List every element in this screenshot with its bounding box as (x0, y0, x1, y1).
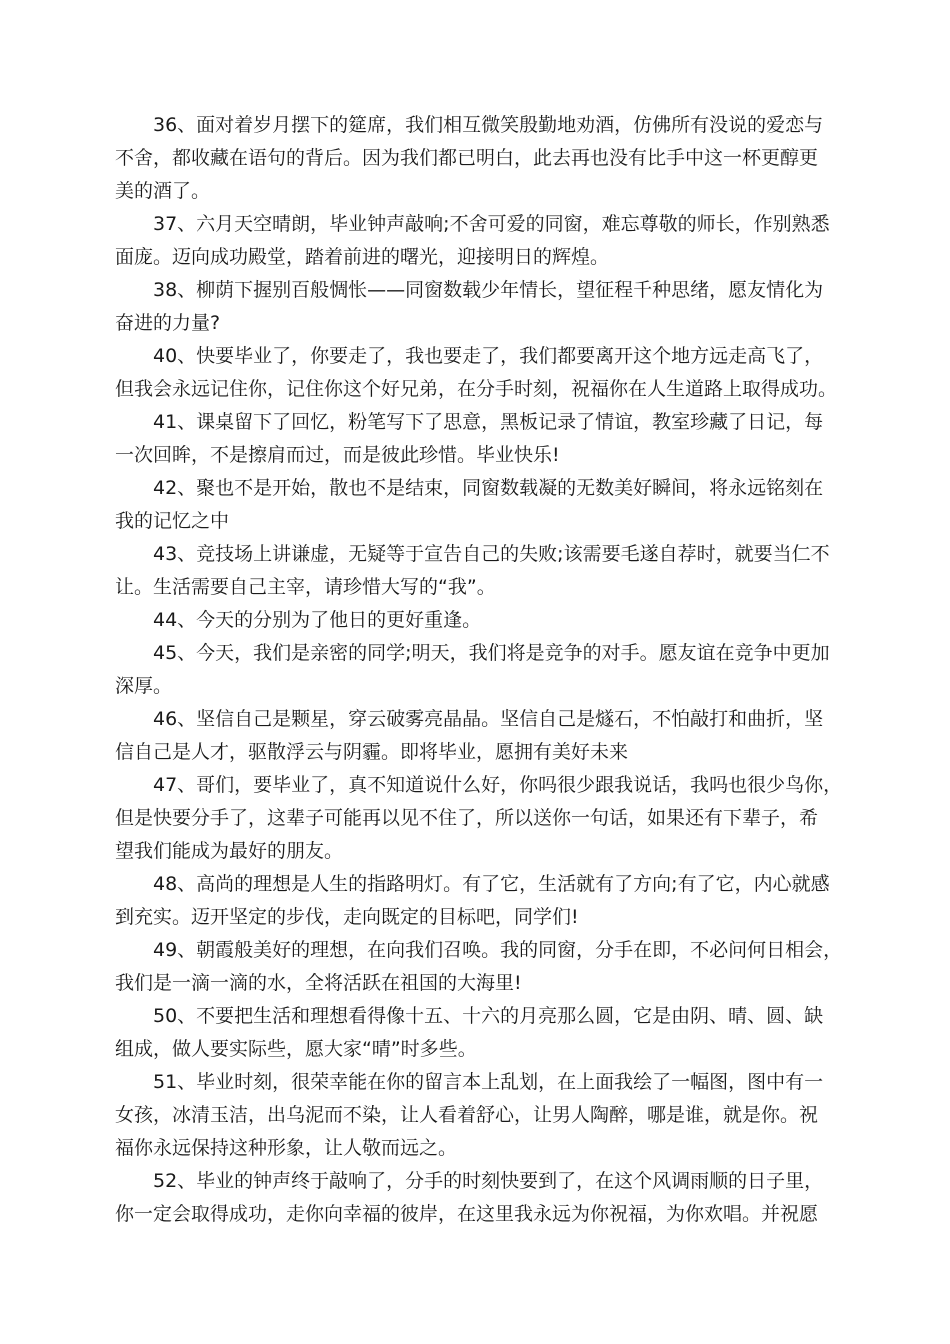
paragraph-line: 信自己是人才，驱散浮云与阴霾。即将毕业，愿拥有美好未来 (115, 741, 629, 763)
paragraph-line: 你一定会取得成功，走你向幸福的彼岸，在这里我永远为你祝福，为你欢唱。并祝愿 (115, 1203, 819, 1225)
paragraph-line: 52、毕业的钟声终于敲响了，分手的时刻快要到了，在这个风调雨顺的日子里， (153, 1170, 824, 1192)
paragraph (115, 703, 837, 769)
paragraph (115, 274, 837, 340)
paragraph-line: 不舍，都收藏在语句的背后。因为我们都已明白，此去再也没有比手中这一杯更醇更 (115, 147, 819, 169)
paragraph-line: 37、六月天空晴朗，毕业钟声敲响;不舍可爱的同窗，难忘尊敬的师长，作别熟悉 (153, 213, 830, 235)
paragraph (115, 472, 837, 538)
paragraph (115, 538, 837, 604)
paragraph-line: 48、高尚的理想是人生的指路明灯。有了它，生活就有了方向;有了它，内心就感 (153, 873, 830, 895)
paragraph-line: 45、今天，我们是亲密的同学;明天，我们将是竞争的对手。愿友谊在竞争中更加 (153, 642, 830, 664)
paragraph-line: 41、课桌留下了回忆，粉笔写下了思意，黑板记录了情谊，教室珍藏了日记，每 (153, 411, 824, 433)
paragraph-line: 但我会永远记住你，记住你这个好兄弟，在分手时刻，祝福你在人生道路上取得成功。 (115, 378, 838, 400)
paragraph (115, 604, 837, 637)
paragraph (115, 934, 843, 1000)
paragraph-line: 女孩，冰清玉洁，出乌泥而不染，让人看着舒心，让男人陶醉，哪是谁，就是你。祝 (115, 1104, 819, 1126)
paragraph-line: 到充实。迈开坚定的步伐，走向既定的目标吧，同学们! (115, 906, 579, 928)
paragraph-line: 36、面对着岁月摆下的筵席，我们相互微笑殷勤地劝酒，仿佛所有没说的爱恋与 (153, 114, 824, 136)
paragraph (115, 637, 837, 703)
paragraph-line: 我们是一滴一滴的水，全将活跃在祖国的大海里! (115, 972, 522, 994)
paragraph-line: 深厚。 (115, 675, 173, 697)
paragraph-line: 福你永远保持这种形象，让人敬而远之。 (115, 1137, 458, 1159)
paragraph (115, 868, 837, 934)
paragraph (115, 1066, 837, 1165)
paragraph-line: 46、坚信自己是颗星，穿云破雾亮晶晶。坚信自己是燧石，不怕敲打和曲折，坚 (153, 708, 824, 730)
paragraph-line: 42、聚也不是开始，散也不是结束，同窗数载凝的无数美好瞬间，将永远铭刻在 (153, 477, 824, 499)
paragraph-line: 50、不要把生活和理想看得像十五、十六的月亮那么圆，它是由阴、晴、圆、缺 (153, 1005, 824, 1027)
paragraph-line: 44、今天的分别为了他日的更好重逢。 (153, 609, 482, 631)
paragraph (115, 1165, 837, 1231)
paragraph-line: 但是快要分手了，这辈子可能再以见不住了，所以送你一句话，如果还有下辈子，希 (115, 807, 819, 829)
paragraph (115, 1000, 837, 1066)
paragraph-line: 38、柳荫下握别百般惆怅——同窗数载少年情长，望征程千种思绪，愿友情化为 (153, 279, 824, 301)
paragraph (115, 340, 837, 406)
paragraph-line: 面庞。迈向成功殿堂，踏着前进的曙光，迎接明日的辉煌。 (115, 246, 610, 268)
paragraph-line: 40、快要毕业了，你要走了，我也要走了，我们都要离开这个地方远走高飞了， (153, 345, 824, 367)
paragraph-line: 43、竞技场上讲谦虚，无疑等于宣告自己的失败;该需要毛遂自荐时，就要当仁不 (153, 543, 830, 565)
paragraph (115, 406, 837, 472)
document-body (115, 109, 843, 1231)
paragraph-line: 让。生活需要自己主宰，请珍惜大写的“我”。 (115, 576, 496, 598)
paragraph (115, 109, 837, 208)
paragraph (115, 769, 843, 868)
paragraph-line: 我的记忆之中 (115, 510, 230, 532)
paragraph-line: 一次回眸，不是擦肩而过，而是彼此珍惜。毕业快乐! (115, 444, 560, 466)
paragraph-line: 美的酒了。 (115, 180, 211, 202)
paragraph-line: 51、毕业时刻，很荣幸能在你的留言本上乱划，在上面我绘了一幅图，图中有一 (153, 1071, 824, 1093)
paragraph-line: 47、哥们，要毕业了，真不知道说什么好，你吗很少跟我说话，我吗也很少鸟你， (153, 774, 843, 796)
paragraph-line: 奋进的力量? (115, 312, 221, 334)
paragraph-line: 望我们能成为最好的朋友。 (115, 840, 344, 862)
paragraph-line: 49、朝霞般美好的理想，在向我们召唤。我的同窗，分手在即，不必问何日相会， (153, 939, 843, 961)
paragraph-line: 组成，做人要实际些，愿大家“晴”时多些。 (115, 1038, 477, 1060)
paragraph (115, 208, 837, 274)
